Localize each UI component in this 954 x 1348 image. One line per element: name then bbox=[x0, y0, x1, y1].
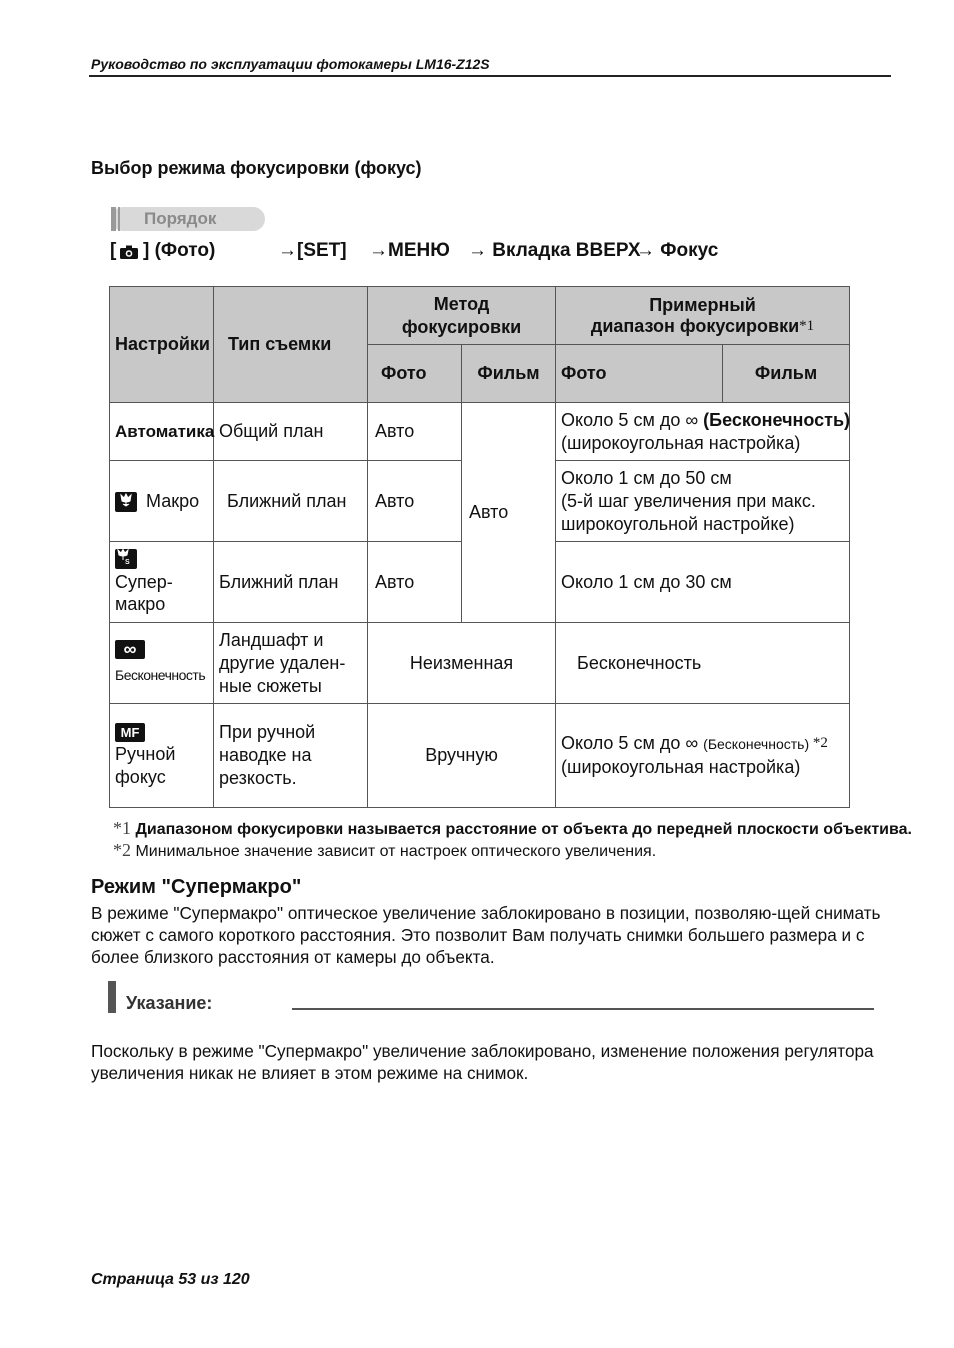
procedure-mode: ] (Фото) bbox=[143, 240, 216, 261]
footnote-2-mark: *2 bbox=[113, 840, 131, 860]
row-setting: Макро bbox=[146, 490, 200, 511]
table-row bbox=[110, 623, 850, 704]
procedure-step-menu: →МЕНЮ bbox=[369, 240, 450, 261]
row-range-text: Около 5 см до ∞ bbox=[561, 409, 704, 430]
row-photo-method: Авто bbox=[368, 403, 462, 461]
camera-icon bbox=[120, 245, 138, 259]
header-title: Руководство по эксплуатации фотокамеры LM16-Z12S bbox=[91, 56, 490, 72]
table-row bbox=[110, 403, 850, 461]
procedure-badge-bar bbox=[118, 207, 120, 231]
footnote-2 bbox=[113, 840, 656, 861]
row-focus-method: Неизменная bbox=[368, 623, 556, 704]
row-range-text: Около 1 см до 50 см bbox=[561, 467, 732, 488]
supermacro-text: В режиме "Супермакро" оптическое увеличение заблокировано в позиции, позволяю-щей снимать сюжет с самого короткого расстояния. Это позволит Вам получать снимки большего размера и с более близкого расстояния от камеры до объекта. bbox=[91, 903, 881, 968]
header-approx-range-line2: диапазон фокусировки bbox=[590, 315, 800, 336]
indication-label: Указание: bbox=[126, 993, 213, 1013]
row-type: Общий план bbox=[214, 403, 368, 461]
row-range bbox=[556, 461, 850, 542]
footnote-1-text: Диапазоном фокусировки называется расстояние от объекта до передней плоскости объектива. bbox=[135, 821, 912, 838]
svg-text:S: S bbox=[125, 559, 130, 565]
header-settings: Настройки bbox=[110, 287, 214, 403]
row-range-note: (широкоугольная настройка) bbox=[561, 432, 801, 453]
row-range-note: (широкоугольная настройка) bbox=[561, 757, 801, 777]
row-range bbox=[556, 704, 850, 808]
film-method-shared: Авто bbox=[462, 403, 556, 623]
header-photo: Фото bbox=[368, 345, 462, 403]
footnote-2-text: Минимальное значение зависит от настроек оптического увеличения. bbox=[135, 843, 657, 860]
row-range: Бесконечность bbox=[556, 623, 850, 704]
row-photo-method: Авто bbox=[368, 461, 462, 542]
row-range-note: (5-й шаг увеличения при макс. широкоугольной настройке) bbox=[561, 490, 816, 534]
footnote-1-mark: *1 bbox=[113, 818, 131, 838]
row-range: Около 1 см до 30 см bbox=[556, 542, 850, 623]
header-approx-range-line1: Примерный bbox=[649, 294, 756, 315]
procedure-step-focus: → Фокус bbox=[636, 240, 719, 261]
row-type: При ручной наводке на резкость. bbox=[214, 704, 368, 808]
header-shooting-type: Тип съемки bbox=[214, 287, 368, 403]
footnote-mark-2: *2 bbox=[809, 735, 828, 751]
row-type: Ближний план bbox=[214, 461, 368, 542]
footnote-1 bbox=[113, 818, 912, 839]
row-range-infinity: (Бесконечность) bbox=[703, 736, 810, 752]
row-setting-cell bbox=[110, 704, 214, 808]
supermacro-icon bbox=[115, 549, 137, 569]
procedure-step-set: →[SET] bbox=[278, 240, 347, 261]
mf-icon: MF bbox=[115, 723, 145, 742]
row-type: Ближний план bbox=[214, 542, 368, 623]
header-film-range: Фильм bbox=[723, 345, 850, 403]
page-number: Страница 53 из 120 bbox=[91, 1271, 250, 1288]
row-setting: Бесконечность bbox=[115, 667, 206, 683]
focus-mode-table bbox=[109, 286, 850, 808]
row-setting: Ручной фокус bbox=[115, 743, 176, 787]
row-setting-cell bbox=[110, 542, 214, 623]
row-focus-method: Вручную bbox=[368, 704, 556, 808]
header-photo-range: Фото bbox=[556, 345, 723, 403]
section-title: Выбор режима фокусировки (фокус) bbox=[91, 158, 422, 178]
header-approx-range bbox=[556, 287, 850, 345]
header-film: Фильм bbox=[462, 345, 556, 403]
infinity-icon: ∞ bbox=[115, 640, 145, 659]
supermacro-title: Режим "Супермакро" bbox=[91, 876, 302, 898]
header-divider bbox=[89, 75, 891, 77]
indication-text: Поскольку в режиме "Супермакро" увеличение заблокировано, изменение положения регулятора увеличения никак не влияет в этом режиме на снимок. bbox=[91, 1041, 874, 1084]
row-photo-method: Авто bbox=[368, 542, 462, 623]
procedure-label: Порядок bbox=[144, 209, 217, 228]
row-type: Ландшафт и другие удален-ные сюжеты bbox=[214, 623, 368, 704]
indication-divider bbox=[292, 1008, 874, 1010]
row-setting: Супер-макро bbox=[115, 572, 173, 614]
tulip-icon bbox=[115, 492, 137, 512]
row-range-infinity: (Бесконечность) bbox=[703, 409, 851, 430]
procedure-step-tab: → Вкладка ВВЕРХ bbox=[468, 240, 641, 261]
row-range-text: Около 5 см до ∞ bbox=[561, 733, 704, 753]
procedure-badge-bar bbox=[111, 207, 116, 231]
footnote-mark-1: *1 bbox=[799, 317, 815, 334]
row-range bbox=[556, 403, 850, 461]
row-setting-cell bbox=[110, 623, 214, 704]
table-row bbox=[110, 704, 850, 808]
row-setting: Автоматика bbox=[110, 403, 214, 461]
mode-bracket: [ bbox=[110, 240, 117, 261]
header-focus-method: Метод фокусировки bbox=[368, 287, 556, 345]
row-setting-cell bbox=[110, 461, 214, 542]
indication-bar bbox=[108, 981, 116, 1013]
